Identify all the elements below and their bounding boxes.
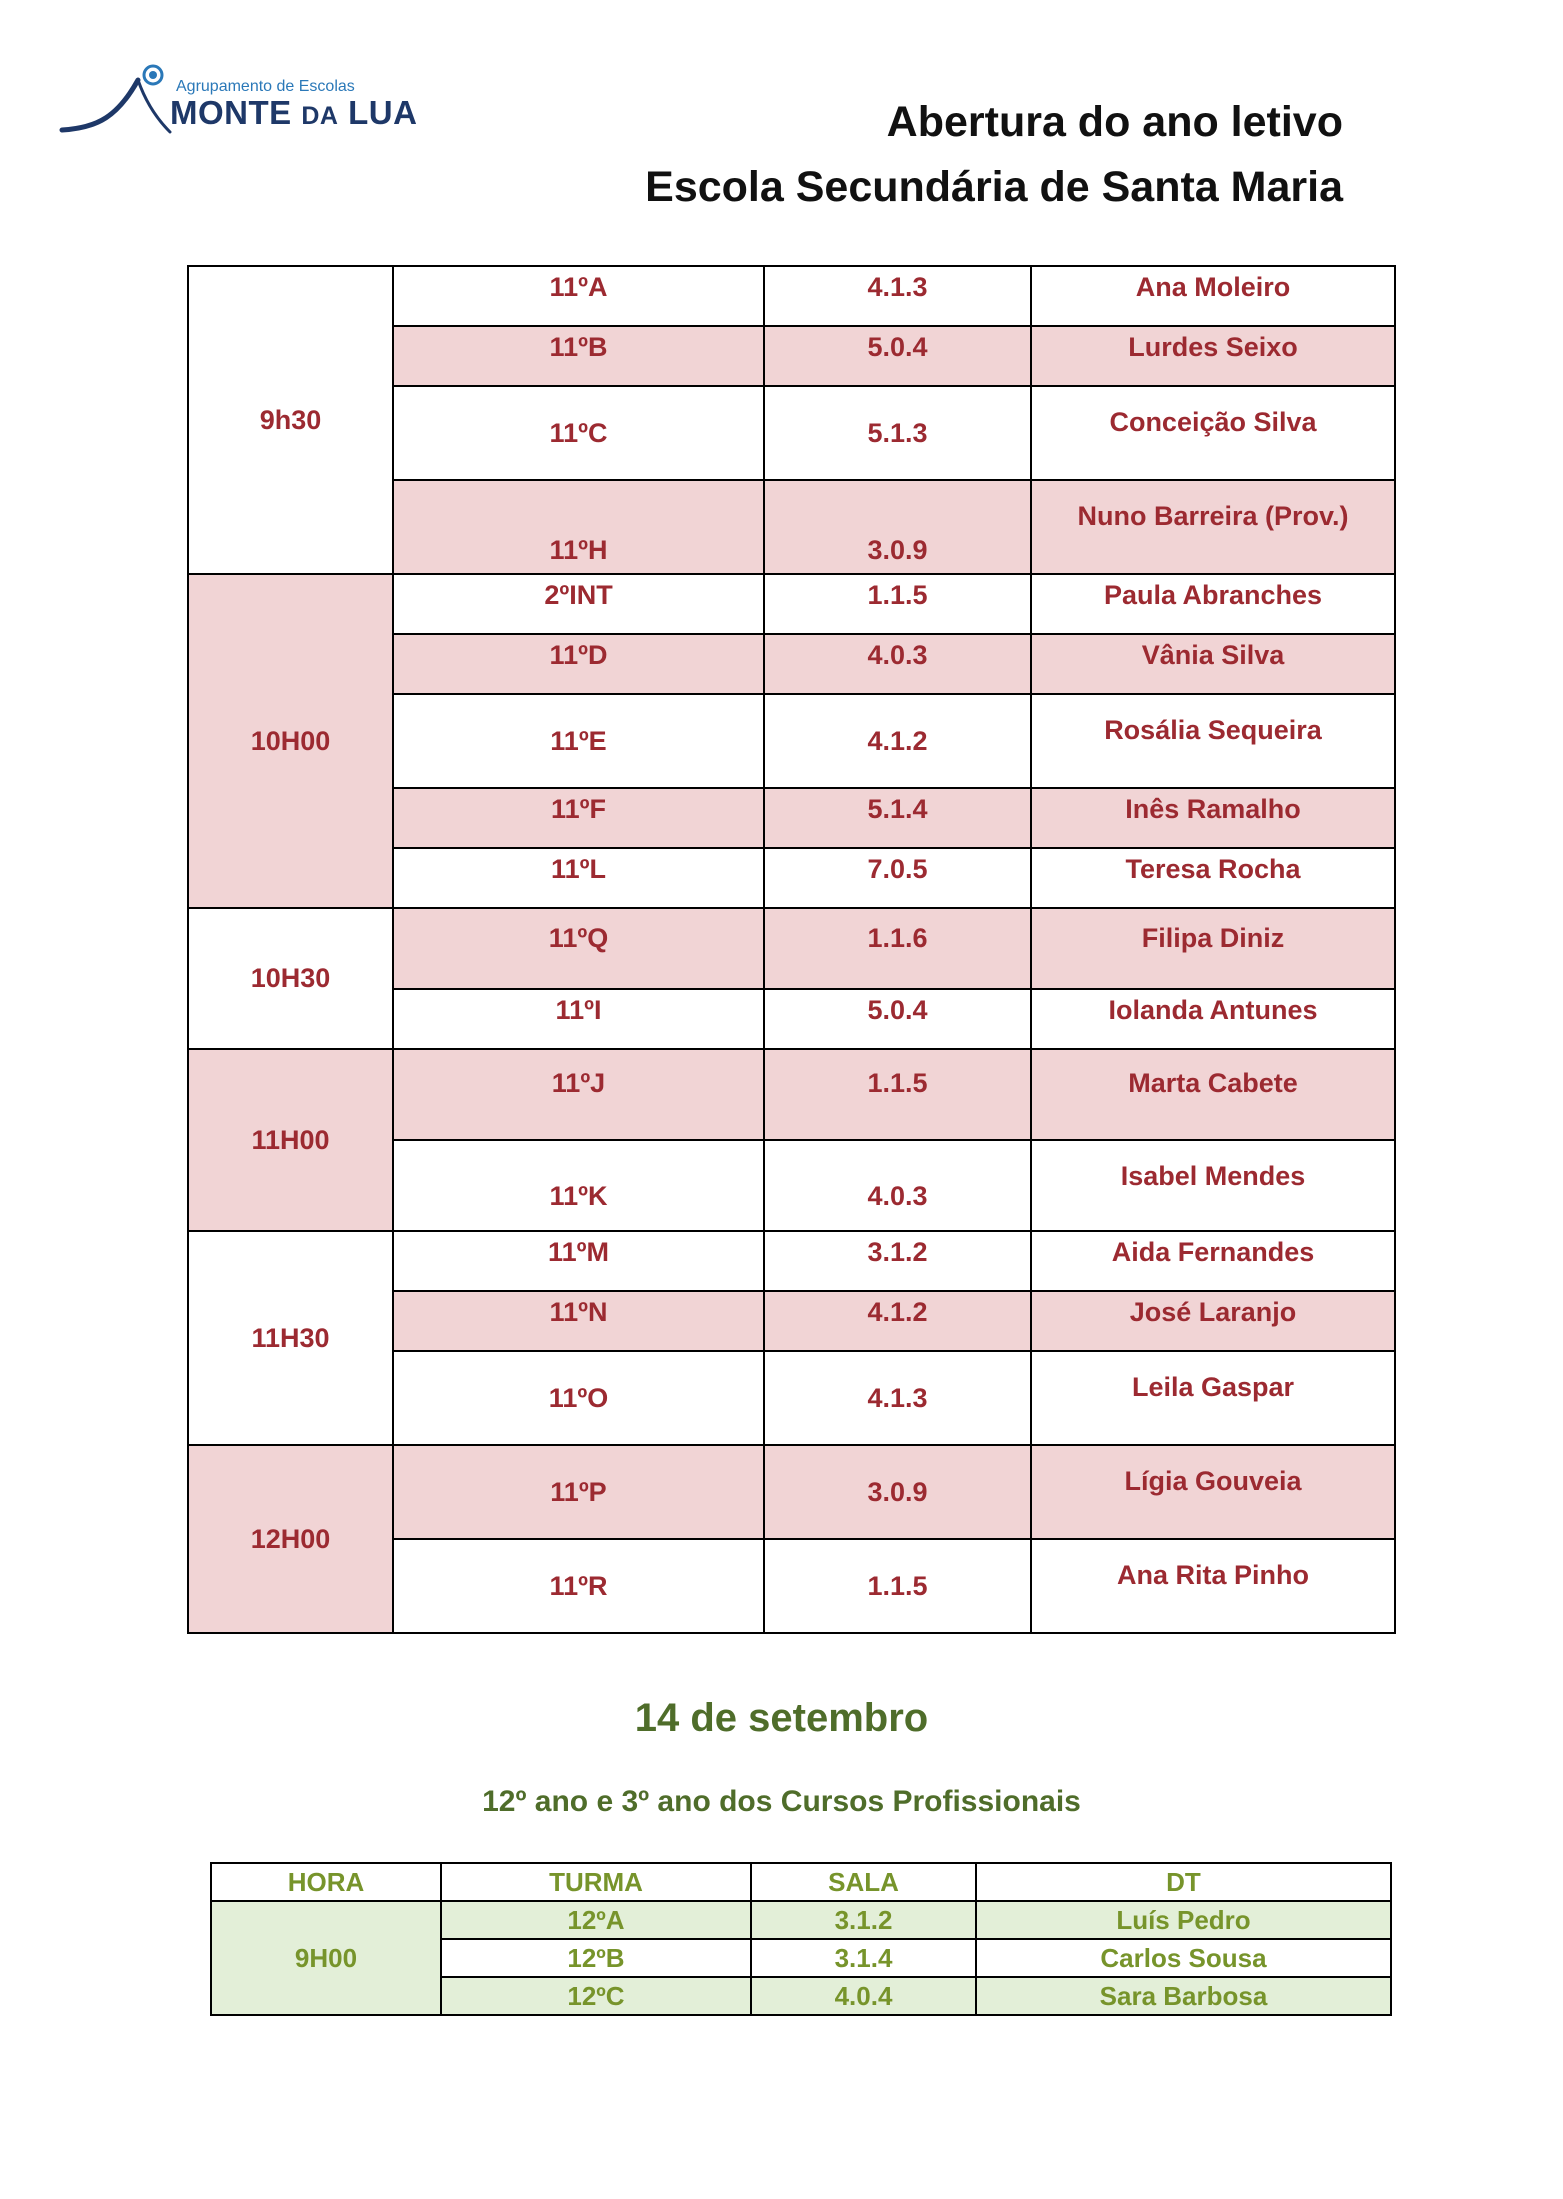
turma-cell: 11ºO <box>393 1351 764 1445</box>
turma-cell: 11ºK <box>393 1140 764 1231</box>
schedule-table <box>187 265 1396 1634</box>
column-header: SALA <box>751 1863 976 1901</box>
turma-cell: 11ºN <box>393 1291 764 1351</box>
dt-cell: Lurdes Seixo <box>1031 326 1395 386</box>
sala-cell: 3.0.9 <box>764 1445 1031 1539</box>
turma-cell: 11ºF <box>393 788 764 848</box>
table-row <box>188 1049 1395 1140</box>
turma-cell: 11ºH <box>393 480 764 574</box>
school-logo <box>58 58 448 153</box>
table-row <box>188 1231 1395 1291</box>
sala-cell: 4.0.4 <box>751 1977 976 2015</box>
sala-cell: 3.1.2 <box>751 1901 976 1939</box>
turma-cell: 11ºJ <box>393 1049 764 1140</box>
sala-cell: 4.1.3 <box>764 1351 1031 1445</box>
turma-cell: 12ºB <box>441 1939 751 1977</box>
turma-cell: 11ºQ <box>393 908 764 989</box>
turma-cell: 11ºM <box>393 1231 764 1291</box>
turma-cell: 11ºA <box>393 266 764 326</box>
page-title: Abertura do ano letivo <box>886 98 1343 146</box>
table-row <box>188 908 1395 989</box>
hour-cell: 11H30 <box>188 1231 393 1445</box>
turma-cell: 2ºINT <box>393 574 764 634</box>
column-header: TURMA <box>441 1863 751 1901</box>
dt-cell: Rosália Sequeira <box>1031 694 1395 788</box>
sala-cell: 1.1.5 <box>764 574 1031 634</box>
dt-cell: Ana Rita Pinho <box>1031 1539 1395 1633</box>
sala-cell: 1.1.6 <box>764 908 1031 989</box>
dt-cell: Luís Pedro <box>976 1901 1391 1939</box>
dt-cell: Inês Ramalho <box>1031 788 1395 848</box>
turma-cell: 12ºA <box>441 1901 751 1939</box>
dt-cell: Conceição Silva <box>1031 386 1395 480</box>
turma-cell: 11ºD <box>393 634 764 694</box>
sala-cell: 5.0.4 <box>764 326 1031 386</box>
turma-cell: 11ºI <box>393 989 764 1049</box>
logo-swoosh-icon <box>58 58 178 153</box>
hour-cell: 9h30 <box>188 266 393 574</box>
turma-cell: 11ºE <box>393 694 764 788</box>
sala-cell: 7.0.5 <box>764 848 1031 908</box>
school-name: Escola Secundária de Santa Maria <box>645 163 1343 211</box>
table-header-row <box>211 1863 1391 1901</box>
turma-cell: 11ºR <box>393 1539 764 1633</box>
dt-cell: Sara Barbosa <box>976 1977 1391 2015</box>
table-row <box>188 1445 1395 1539</box>
column-header: HORA <box>211 1863 441 1901</box>
turma-cell: 11ºB <box>393 326 764 386</box>
dt-cell: Filipa Diniz <box>1031 908 1395 989</box>
hour-cell: 10H00 <box>188 574 393 908</box>
section-date: 14 de setembro <box>634 1696 929 1740</box>
dt-cell: Marta Cabete <box>1031 1049 1395 1140</box>
dt-cell: Teresa Rocha <box>1031 848 1395 908</box>
sala-cell: 4.1.2 <box>764 694 1031 788</box>
sala-cell: 4.0.3 <box>764 1140 1031 1231</box>
hour-cell: 9H00 <box>211 1901 441 2015</box>
dt-cell: Carlos Sousa <box>976 1939 1391 1977</box>
logo-name: MONTE DA LUA <box>170 94 418 131</box>
dt-cell: Iolanda Antunes <box>1031 989 1395 1049</box>
dt-cell: Isabel Mendes <box>1031 1140 1395 1231</box>
hour-cell: 12H00 <box>188 1445 393 1633</box>
sala-cell: 4.0.3 <box>764 634 1031 694</box>
turma-cell: 12ºC <box>441 1977 751 2015</box>
sala-cell: 3.1.4 <box>751 1939 976 1977</box>
dt-cell: Leila Gaspar <box>1031 1351 1395 1445</box>
dt-cell: Ana Moleiro <box>1031 266 1395 326</box>
dt-cell: Paula Abranches <box>1031 574 1395 634</box>
sala-cell: 5.0.4 <box>764 989 1031 1049</box>
sala-cell: 3.1.2 <box>764 1231 1031 1291</box>
turma-cell: 11ºC <box>393 386 764 480</box>
dt-cell: Aida Fernandes <box>1031 1231 1395 1291</box>
dt-cell: Nuno Barreira (Prov.) <box>1031 480 1395 574</box>
logo-subtitle: Agrupamento de Escolas <box>176 78 355 95</box>
sala-cell: 4.1.2 <box>764 1291 1031 1351</box>
hour-cell: 11H00 <box>188 1049 393 1231</box>
dt-cell: Vânia Silva <box>1031 634 1395 694</box>
turma-cell: 11ºP <box>393 1445 764 1539</box>
column-header: DT <box>976 1863 1391 1901</box>
section-subtitle: 12º ano e 3º ano dos Cursos Profissionais <box>482 1785 1081 1818</box>
sala-cell: 3.0.9 <box>764 480 1031 574</box>
sala-cell: 1.1.5 <box>764 1539 1031 1633</box>
sala-cell: 4.1.3 <box>764 266 1031 326</box>
sala-cell: 1.1.5 <box>764 1049 1031 1140</box>
sala-cell: 5.1.3 <box>764 386 1031 480</box>
table-row <box>211 1901 1391 1939</box>
dt-cell: José Laranjo <box>1031 1291 1395 1351</box>
turma-cell: 11ºL <box>393 848 764 908</box>
sala-cell: 5.1.4 <box>764 788 1031 848</box>
hour-cell: 10H30 <box>188 908 393 1049</box>
dt-cell: Lígia Gouveia <box>1031 1445 1395 1539</box>
table-row <box>188 574 1395 634</box>
schedule-table-12 <box>210 1862 1392 2016</box>
table-row <box>188 266 1395 326</box>
